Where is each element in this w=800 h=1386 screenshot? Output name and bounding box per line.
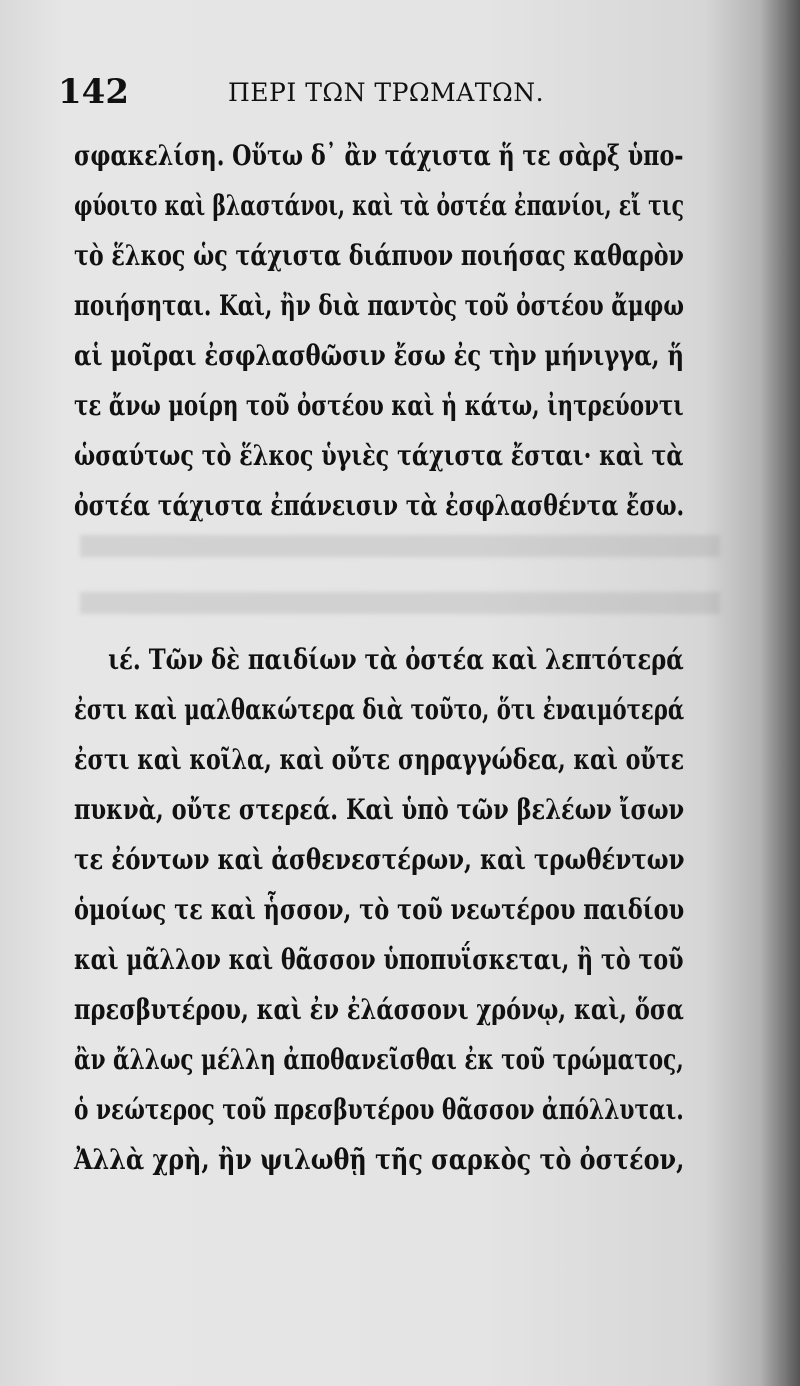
text-line: ποιήσηται. Καὶ, ἢν διὰ παντὸς τοῦ ὀστέου ἄμφω [74,289,684,322]
running-title: ΠΕΡΙ ΤΩΝ ΤΡΩΜΑΤΩΝ. [228,78,545,107]
text-line: ὁ νεώτερος τοῦ πρεσβυτέρου θᾶσσον ἀπόλλυται. [74,1093,684,1126]
text-line: καὶ μᾶλλον καὶ θᾶσσον ὑποπυΐσκεται, ἢ τὸ τοῦ [74,943,684,976]
text-line: ὡσαύτως τὸ ἕλκος ὑγιὲς τάχιστα ἔσται· καὶ τὰ [74,439,684,472]
text-line: ὀστέα τάχιστα ἐπάνεισιν τὰ ἐσφλασθέντα ἔσω. [74,489,685,522]
text-line: ἐστι καὶ μαλθακώτερα διὰ τοῦτο, ὅτι ἐναιμότερά [74,693,685,726]
text-line: τε ἐόντων καὶ ἀσθενεστέρων, καὶ τρωθέντων [74,843,685,876]
text-line: Ἀλλὰ χρὴ, ἢν ψιλωθῇ τῆς σαρκὸς τὸ ὀστέον, [74,1143,685,1176]
text-line: ἐστι καὶ κοῖλα, καὶ οὔτε σηραγγώδεα, καὶ οὔτε [74,743,685,776]
text-line: πρεσβυτέρου, καὶ ἐν ἐλάσσονι χρόνῳ, καὶ, ὅσα [74,993,684,1026]
text-line: ιέ. Τῶν δὲ παιδίων τὰ ὀστέα καὶ λεπτότερά [108,643,684,676]
text-line: αἱ μοῖραι ἐσφλασθῶσιν ἔσω ἐς τὴν μήνιγγα, ἥ [74,339,684,372]
paragraph [74,131,684,531]
text-line: τε ἄνω μοίρη τοῦ ὀστέου καὶ ἡ κάτω, ἰητρεύοντι [74,389,684,422]
text-line: πυκνὰ, οὔτε στερεά. Καὶ ὑπὸ τῶν βελέων ἴσων [74,793,685,826]
show-through-text [80,592,720,614]
page-number: 142 [58,72,129,112]
text-line: ὁμοίως τε καὶ ἧσσον, τὸ τοῦ νεωτέρου παιδίου [74,893,685,926]
running-head [58,72,698,112]
show-through-text [80,535,720,557]
page-gutter-shadow [760,0,800,1386]
text-line: τὸ ἕλκος ὡς τάχιστα διάπυον ποιήσας καθαρὸν [74,239,684,272]
paragraph [74,635,684,1185]
text-line: ἂν ἄλλως μέλλη ἀποθανεῖσθαι ἐκ τοῦ τρώματος, [74,1043,684,1076]
text-line: φύοιτο καὶ βλαστάνοι, καὶ τὰ ὀστέα ἐπανίοι, εἴ τις [74,189,685,222]
text-line: σφακελίση. Οὕτω δ᾽ ἂν τάχιστα ἥ τε σὰρξ ὑπο- [74,139,684,172]
